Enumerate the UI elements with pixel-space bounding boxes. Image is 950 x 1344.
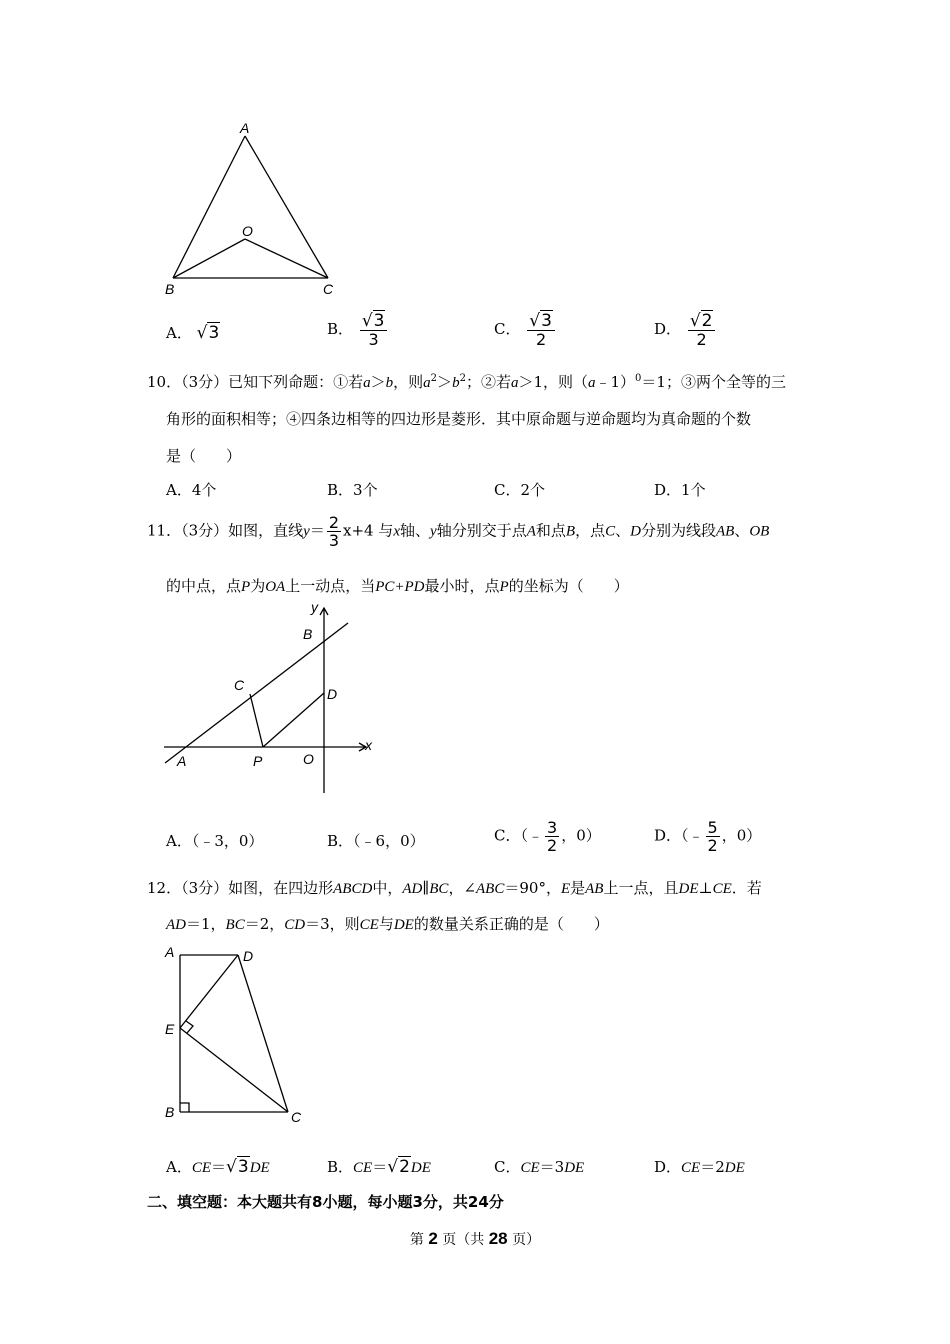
q11-option-a: A．（﹣3，0）	[166, 832, 264, 850]
label-e: E	[165, 1021, 175, 1037]
q9-option-a: A． √3	[166, 323, 220, 343]
page-footer: 第 2 页（共 28 页）	[409, 1229, 541, 1248]
label-b: B	[303, 626, 313, 642]
side-ab	[173, 136, 245, 278]
q12-option-d: D．CE＝2DE	[654, 1158, 745, 1176]
q12-quadrilateral-figure	[160, 940, 320, 1130]
segment-oc	[245, 239, 328, 278]
q12-option-a: A．CE＝√3DE	[166, 1157, 270, 1177]
section-2-heading: 二、填空题：本大题共有8小题，每小题3分，共24分	[147, 1193, 504, 1211]
page-number: 2	[428, 1229, 438, 1248]
label-d: D	[243, 948, 254, 964]
q10-option-c: C．2个	[494, 481, 546, 499]
label-p: P	[253, 753, 263, 769]
label-o: O	[303, 751, 314, 767]
label-y: y	[311, 599, 318, 615]
label-a: A	[177, 753, 187, 769]
q9-triangle-figure	[160, 118, 350, 303]
q12-option-c: C．CE＝3DE	[494, 1158, 585, 1176]
q9-option-d: D． $\frac{√2}{2}$	[654, 312, 717, 348]
q12-stem-line2: AD＝1，BC＝2，CD＝3，则CE与DE的数量关系正确的是（ ）	[166, 915, 609, 933]
q10-stem-line1: 10．（3分）已知下列命题：①若a＞b，则$a^2>b^2$；②若a＞1，则（a﹣1）$^0$＝1；③两个全等的三	[147, 373, 786, 391]
q9-option-c: C． $\frac{√3}{2}$	[494, 312, 557, 348]
label-a: A	[240, 120, 250, 136]
segment-pc	[250, 694, 263, 747]
label-c: C	[323, 281, 334, 297]
q9-option-b: B． $\frac{√3}{3}$	[327, 312, 389, 348]
q11-stem-line2: 的中点，点P为OA上一动点，当PC+PD最小时，点P的坐标为（ ）	[166, 577, 629, 595]
right-angle-mark-e	[186, 1021, 193, 1033]
q10-option-a: A．4个	[166, 481, 217, 499]
side-ac	[245, 136, 328, 278]
side-dc	[238, 955, 288, 1112]
label-c: C	[291, 1109, 302, 1125]
label-c: C	[234, 677, 245, 693]
q11-coordinate-figure	[160, 598, 390, 798]
q11-stem-line1: 11．（3分）如图，直线y＝ $\frac{2}{3}$ x+4 与x轴、y轴分别交于点A和点B，点C、D分别为线段AB、OB	[147, 513, 770, 550]
label-b: B	[165, 281, 175, 297]
right-angle-mark-b	[180, 1103, 189, 1112]
segment-ce	[180, 1028, 288, 1112]
q11-option-c: C．（﹣ $\frac{3}{2}$ ，0）	[494, 818, 601, 855]
total-pages: 28	[488, 1229, 508, 1248]
label-d: D	[327, 686, 338, 702]
label-a: A	[165, 944, 175, 960]
q12-option-b: B．CE＝√2DE	[327, 1157, 431, 1177]
segment-de	[180, 955, 238, 1028]
label-b: B	[165, 1104, 175, 1120]
q10-option-d: D．1个	[654, 481, 706, 499]
segment-pd	[263, 693, 324, 747]
q12-stem-line1: 12．（3分）如图，在四边形ABCD中，AD∥BC，∠ABC＝90°，E是AB上一点，且DE⊥CE．若	[147, 879, 762, 897]
label-x: x	[365, 737, 372, 753]
q10-option-b: B．3个	[327, 481, 378, 499]
q11-option-b: B．（﹣6，0）	[327, 832, 425, 850]
q11-option-d: D．（﹣ $\frac{5}{2}$ ，0）	[654, 818, 762, 855]
q10-stem-line2: 角形的面积相等；④四条边相等的四边形是菱形．其中原命题与逆命题均为真命题的个数	[166, 410, 752, 428]
q10-stem-line3: 是（ ）	[166, 447, 242, 465]
segment-ob	[173, 239, 245, 278]
line-ab	[165, 623, 348, 763]
label-o: O	[242, 223, 253, 239]
